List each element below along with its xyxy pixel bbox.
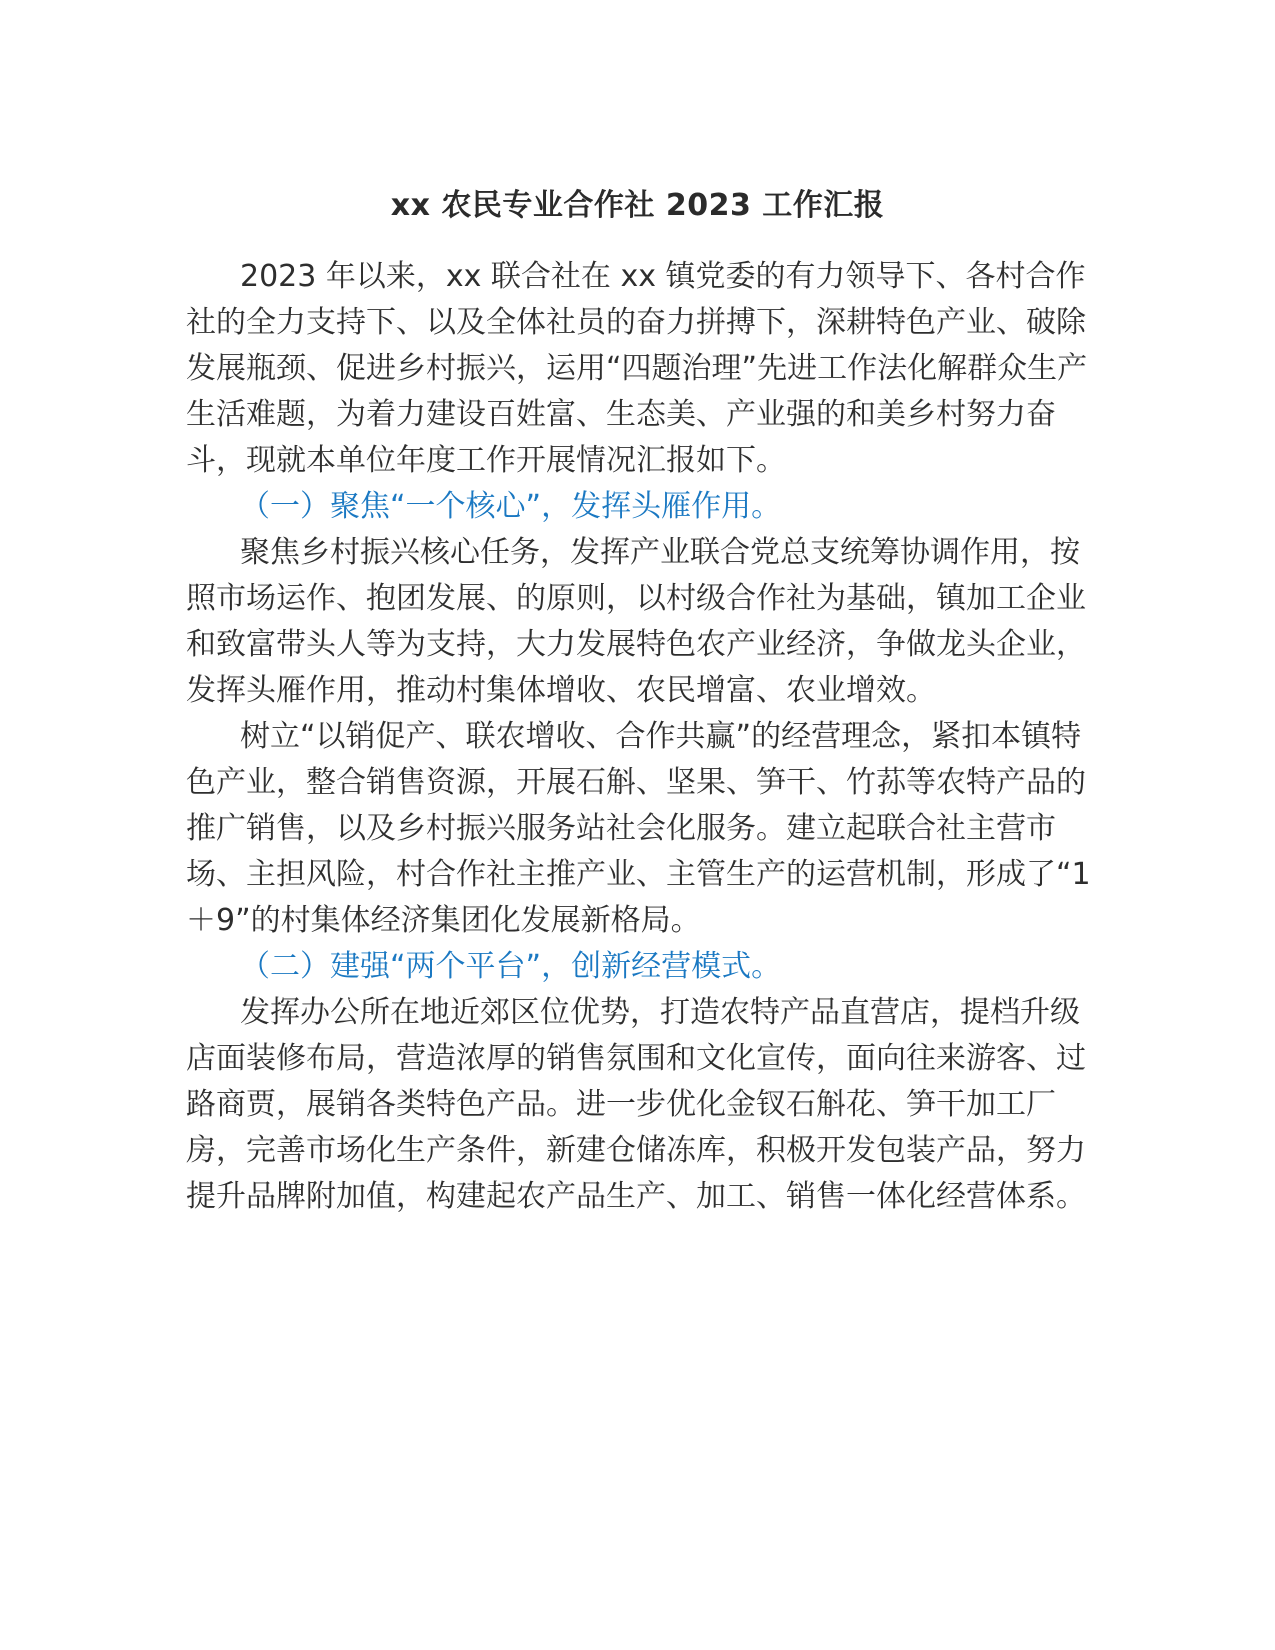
intro-paragraph: 2023 年以来，xx 联合社在 xx 镇党委的有力领导下、各村合作社的全力支持下、以及全体社员的奋力拼搏下，深耕特色产业、破除发展瓶颈、促进乡村振兴，运用“四题治理”先进工作法化解群众生产生活难题，为着力建设百姓富、生态美、产业强的和美乡村努力奋斗，现就本单位年度工作开展情况汇报如下。 xyxy=(186,259,1088,478)
section-1-paragraph-2: 树立“以销促产、联农增收、合作共赢”的经营理念，紧扣本镇特色产业，整合销售资源，开展石斛、坚果、笋干、竹荪等农特产品的推广销售，以及乡村振兴服务站社会化服务。建立起联合社主营市场、主担风险，村合作社主推产业、主管生产的运营机制，形成了“1＋9”的村集体经济集团化发展新格局。 xyxy=(186,719,1091,938)
section-heading-1: （一）聚焦“一个核心”，发挥头雁作用。 xyxy=(240,489,782,524)
section-1-paragraph-1: 聚焦乡村振兴核心任务，发挥产业联合党总支统筹协调作用，按照市场运作、抱团发展、的原则，以村级合作社为基础，镇加工企业和致富带头人等为支持，大力发展特色农产业经济，争做龙头企业，发挥头雁作用，推动村集体增收、农民增富、农业增效。 xyxy=(186,535,1086,708)
section-2-paragraph-1: 发挥办公所在地近郊区位优势，打造农特产品直营店，提档升级店面装修布局，营造浓厚的销售氛围和文化宣传，面向往来游客、过路商贾，展销各类特色产品。进一步优化金钗石斛花、笋干加工厂房，完善市场化生产条件，新建仓储冻库，积极开发包装产品，努力提升品牌附加值，构建起农产品生产、加工、销售一体化经营体系。 xyxy=(186,995,1086,1214)
document-body xyxy=(186,254,1106,1220)
document-title: xx 农民专业合作社 2023 工作汇报 xyxy=(390,188,885,223)
section-heading-2: （二）建强“两个平台”，创新经营模式。 xyxy=(240,949,782,984)
